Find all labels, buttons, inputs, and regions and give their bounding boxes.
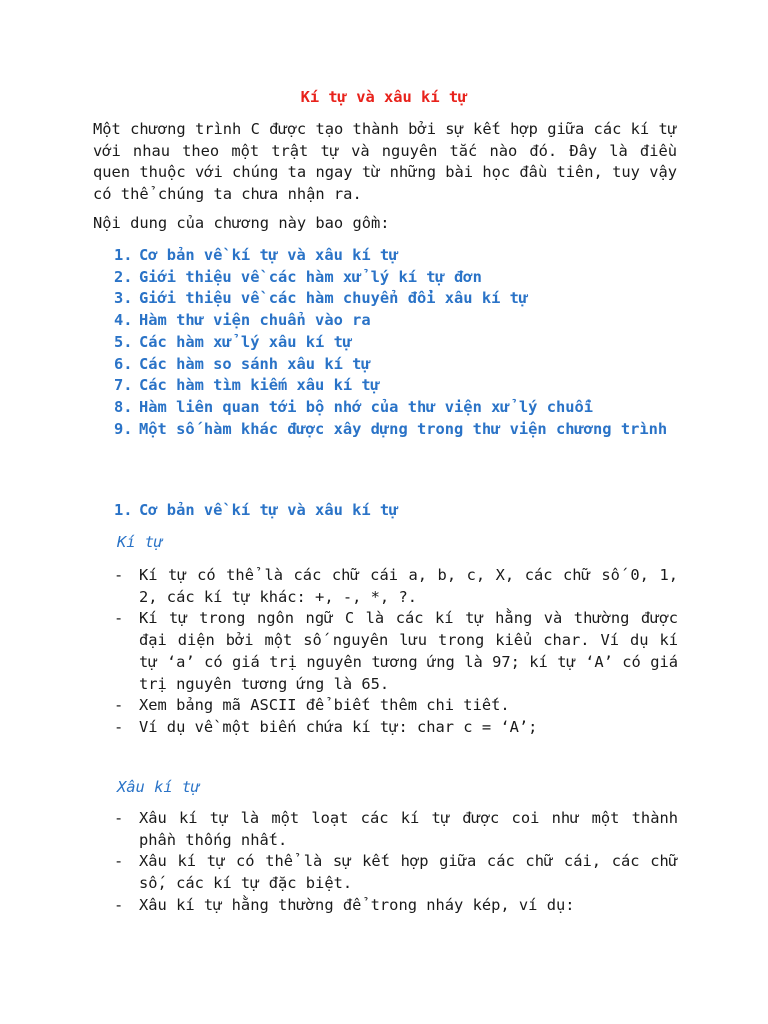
toc-item bbox=[114, 375, 678, 397]
toc-item-number: 5. bbox=[114, 332, 133, 351]
toc-item-text: Các hàm so sánh xâu kí tự bbox=[139, 354, 371, 373]
bullet-item bbox=[114, 808, 678, 851]
toc-item-text: Các hàm tìm kiếm xâu kí tự bbox=[139, 376, 380, 395]
toc-item bbox=[114, 288, 678, 310]
bullet-item bbox=[114, 608, 678, 695]
toc-item-number: 4. bbox=[114, 311, 133, 330]
toc-item-text: Hàm liên quan tới bộ nhớ của thư viện xử lý chuỗi bbox=[139, 397, 594, 416]
table-of-contents bbox=[114, 245, 678, 440]
bullet-text: Ví dụ về một biến chứa kí tự: char c = ‘A’; bbox=[139, 717, 538, 736]
toc-item-text: Một số hàm khác được xây dựng trong thư viện chương trình bbox=[139, 419, 668, 438]
toc-item bbox=[114, 310, 678, 332]
bullet-text: Xâu kí tự là một loạt các kí tự được coi như một thành phần thống nhất. bbox=[139, 809, 678, 849]
string-bullet-list bbox=[114, 808, 678, 917]
bullet-dash: - bbox=[114, 696, 124, 715]
bullet-dash: - bbox=[114, 717, 124, 736]
toc-item-text: Giới thiệu về các hàm chuyển đổi xâu kí tự bbox=[139, 289, 529, 308]
page-title: Kí tự và xâu kí tự bbox=[300, 88, 468, 106]
bullet-text: Xem bảng mã ASCII để biết thêm chi tiết. bbox=[139, 696, 510, 715]
bullet-text: Xâu kí tự có thể là sự kết hợp giữa các chữ cái, các chữ số, các kí tự đặc biệt. bbox=[139, 852, 678, 893]
bullet-item bbox=[114, 851, 678, 894]
section-heading bbox=[114, 500, 398, 522]
toc-item-number: 8. bbox=[114, 397, 133, 416]
bullet-item bbox=[114, 895, 678, 917]
toc-item bbox=[114, 354, 678, 376]
toc-item-text: Hàm thư viện chuẩn vào ra bbox=[139, 311, 371, 330]
bullet-text: Xâu kí tự hằng thường để trong nháy kép, ví dụ: bbox=[139, 895, 575, 914]
toc-item-number: 9. bbox=[114, 419, 133, 438]
char-subheading: Kí tự bbox=[117, 533, 164, 551]
toc-item bbox=[114, 245, 678, 267]
toc-item-number: 2. bbox=[114, 267, 133, 286]
toc-item-number: 3. bbox=[114, 289, 133, 308]
toc-item bbox=[114, 419, 678, 441]
contents-lead: Nội dung của chương này bao gồm: bbox=[93, 214, 390, 232]
toc-item bbox=[114, 332, 678, 354]
bullet-dash: - bbox=[114, 609, 124, 628]
bullet-text: Kí tự có thể là các chữ cái a, b, c, X, các chữ số 0, 1, 2, các kí tự khác: +, -, *, ?. bbox=[139, 566, 678, 606]
section-number: 1. bbox=[114, 501, 133, 519]
toc-item-number: 1. bbox=[114, 246, 133, 264]
toc-item-text: Các hàm xử lý xâu kí tự bbox=[139, 332, 353, 351]
toc-item-number: 7. bbox=[114, 376, 133, 395]
bullet-dash: - bbox=[114, 852, 124, 871]
toc-item bbox=[114, 267, 678, 289]
toc-item-text: Giới thiệu về các hàm xử lý kí tự đơn bbox=[139, 267, 482, 286]
bullet-item bbox=[114, 565, 678, 608]
bullet-item bbox=[114, 695, 678, 717]
intro-paragraph: Một chương trình C được tạo thành bởi sự kết hợp giữa các kí tự với nhau theo một trật tự và nguyên tắc nào đó. Đây là điều quen thuộc với chúng ta ngay từ những bài học đầu tiên, tuy vậy có thể chúng ta chưa nhận ra. bbox=[93, 120, 677, 204]
bullet-item bbox=[114, 717, 678, 739]
bullet-dash: - bbox=[114, 895, 124, 914]
toc-item bbox=[114, 397, 678, 419]
bullet-text: Kí tự trong ngôn ngữ C là các kí tự hằng và thường được đại diện bởi một số nguyên lưu trong kiểu char. Ví dụ kí tự ‘a’ có giá trị nguyên tương ứng là 97; kí tự ‘A’ có giá trị nguyên tương ứng là 65. bbox=[139, 609, 678, 693]
section-title: Cơ bản về kí tự và xâu kí tự bbox=[139, 501, 399, 519]
bullet-dash: - bbox=[114, 566, 124, 584]
string-subheading: Xâu kí tự bbox=[117, 778, 201, 796]
bullet-dash: - bbox=[114, 809, 124, 827]
toc-item-text: Cơ bản về kí tự và xâu kí tự bbox=[139, 246, 399, 264]
toc-item-number: 6. bbox=[114, 354, 133, 373]
char-bullet-list bbox=[114, 565, 678, 739]
